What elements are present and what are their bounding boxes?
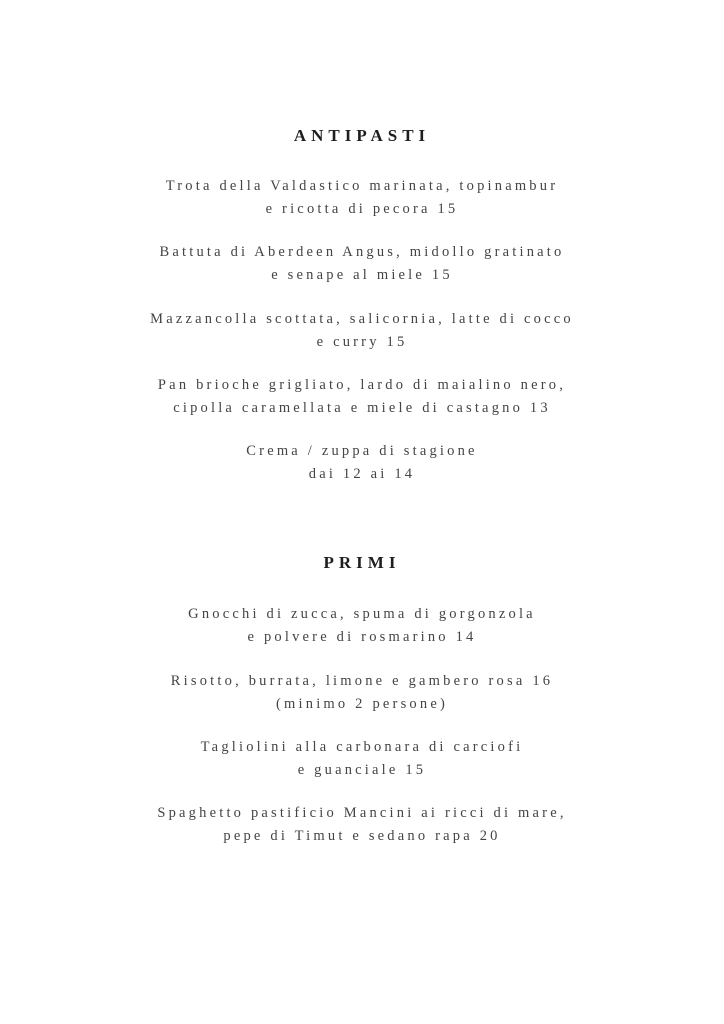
dish-description-continued: e senape al miele 15 [271, 267, 453, 283]
dish-description: Mazzancolla scottata, salicornia, latte di cocco [150, 311, 574, 327]
dish-description: Trota della Valdastico marinata, topinambur [165, 178, 559, 194]
section-title-primi: PRIMI [323, 553, 401, 572]
dish-item [20, 670, 704, 716]
dish-item [20, 374, 704, 420]
section-title-antipasti: ANTIPASTI [293, 126, 431, 145]
dish-description-continued: e polvere di rosmarino 14 [247, 629, 477, 645]
dish-item [20, 175, 704, 221]
dish-item [20, 802, 704, 848]
dish-item [20, 736, 704, 782]
dish-description-continued: (minimo 2 persone) [276, 696, 448, 712]
dish-item [20, 308, 704, 354]
dish-description-continued: e guanciale 15 [297, 762, 427, 778]
dish-item [20, 603, 704, 649]
dish-description: Gnocchi di zucca, spuma di gorgonzola [188, 606, 536, 622]
dish-description-continued: pepe di Timut e sedano rapa 20 [223, 828, 501, 844]
dish-description: Spaghetto pastificio Mancini ai ricci di mare, [157, 805, 567, 821]
dish-item [20, 440, 704, 486]
dish-description: Risotto, burrata, limone e gambero rosa 16 [170, 673, 554, 689]
dish-description-continued: e ricotta di pecora 15 [265, 201, 459, 217]
dish-description: Battuta di Aberdeen Angus, midollo gratinato [159, 244, 565, 260]
dish-description: Pan brioche grigliato, lardo di maialino nero, [157, 377, 567, 393]
dish-description-continued: dai 12 ai 14 [308, 466, 416, 482]
dish-description-continued: e curry 15 [316, 334, 408, 350]
dish-description-continued: cipolla caramellata e miele di castagno 13 [173, 400, 551, 416]
dish-description: Crema / zuppa di stagione [246, 443, 478, 459]
dish-description: Tagliolini alla carbonara di carciofi [200, 739, 524, 755]
dish-item [20, 241, 704, 287]
